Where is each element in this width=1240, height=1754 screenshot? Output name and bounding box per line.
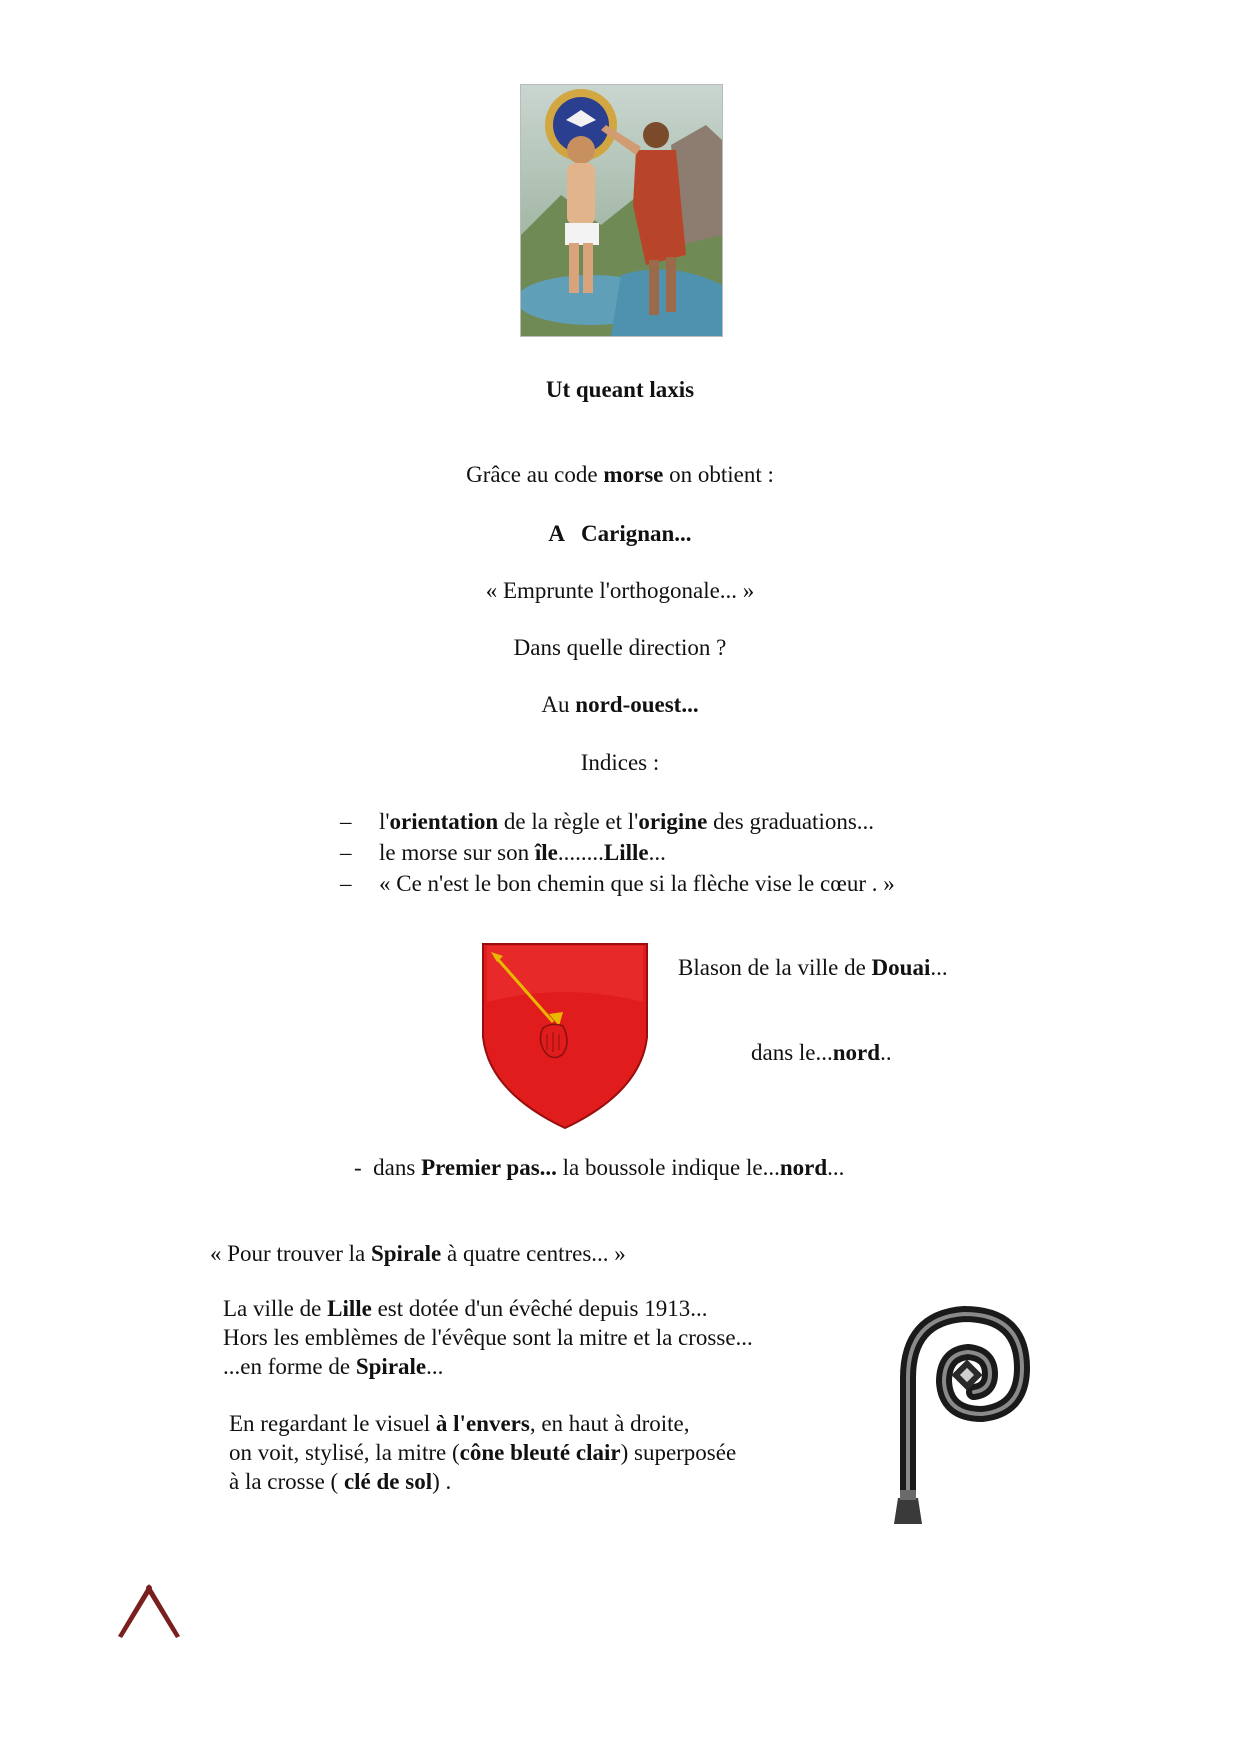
paragraph-line: La ville de Lille est dotée d'un évêché depuis 1913... <box>223 1296 708 1321</box>
premier-pas-line: - dans Premier pas... la boussole indique le...nord... <box>354 1155 845 1180</box>
baptism-painting <box>520 84 723 337</box>
paragraph-line: ...en forme de Spirale... <box>223 1354 444 1379</box>
compass-logo-icon <box>116 1580 182 1640</box>
carignan-line: A Carignan... <box>548 521 692 546</box>
list-item: « Ce n'est le bon chemin que si la flèche vise le cœur . » <box>379 871 895 896</box>
indices-label: Indices : <box>580 750 660 775</box>
list-item: l'orientation de la règle et l'origine des graduations... <box>379 809 875 834</box>
douai-shield-art <box>481 942 649 1130</box>
spirale-quote: « Pour trouver la Spirale à quatre centres... » <box>210 1241 626 1266</box>
paragraph-line: à la crosse ( clé de sol) . <box>229 1469 452 1494</box>
bullet-dash: – <box>340 840 352 865</box>
bullet-dash: – <box>340 871 352 896</box>
compass-logo-art <box>116 1580 182 1640</box>
paragraph-line: Hors les emblèmes de l'évêque sont la mitre et la crosse... <box>223 1325 753 1350</box>
crozier-image <box>894 1298 1034 1528</box>
douai-shield <box>481 942 649 1130</box>
page-title: Ut queant laxis <box>545 377 695 402</box>
paragraph-line: on voit, stylisé, la mitre (cône bleuté clair) superposée <box>229 1440 737 1465</box>
crozier-art <box>894 1298 1034 1528</box>
orthogonal-quote: « Emprunte l'orthogonale... » <box>485 578 755 603</box>
direction-answer: Au nord-ouest... <box>541 692 699 717</box>
blason-caption: Blason de la ville de Douai... <box>678 955 948 980</box>
direction-question: Dans quelle direction ? <box>513 635 727 660</box>
baptism-painting-art <box>521 85 722 336</box>
morse-intro: Grâce au code morse on obtient : <box>466 462 774 487</box>
bullet-dash: – <box>340 809 352 834</box>
dans-le-nord: dans le...nord.. <box>751 1040 892 1065</box>
paragraph-line: En regardant le visuel à l'envers, en haut à droite, <box>229 1411 690 1436</box>
list-item: le morse sur son île........Lille... <box>379 840 666 865</box>
